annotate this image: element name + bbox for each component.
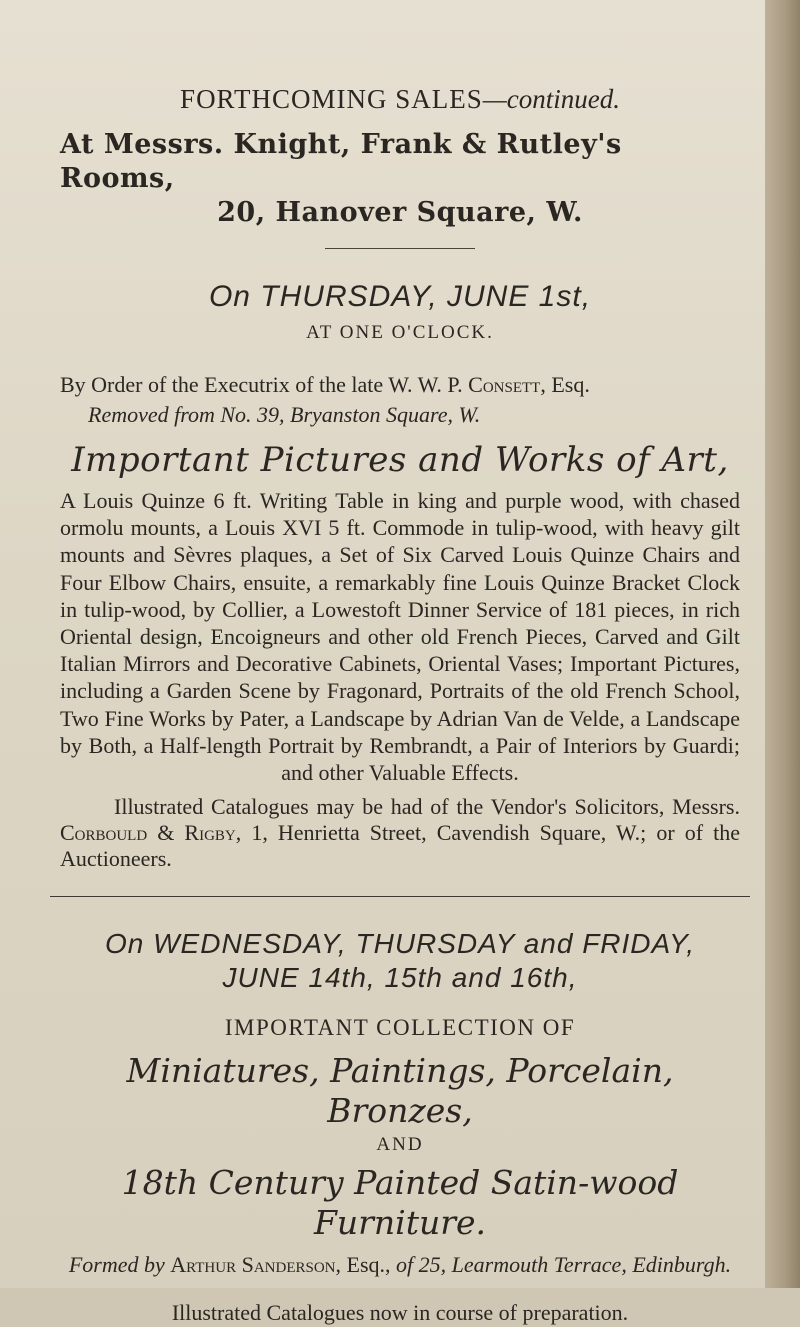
sale1-order-prefix: By Order of the Executrix of the late W. W. P.: [60, 372, 463, 397]
sale1-order-suffix: , Esq.: [540, 372, 590, 397]
book-spine-edge: [765, 0, 800, 1288]
long-divider: [50, 896, 750, 897]
sale2-preparation: Illustrated Catalogues now in course of preparation.: [171, 1300, 629, 1326]
sale2-and: AND: [376, 1134, 424, 1156]
running-head: [60, 82, 740, 116]
sale1-order-name: Consett: [468, 372, 541, 397]
sale2-date-line-2: JUNE 14th, 15th and 16th,: [222, 962, 578, 994]
sale1-time: AT ONE O'CLOCK.: [306, 322, 494, 343]
sale2-important: IMPORTANT COLLECTION OF: [224, 1015, 576, 1041]
sale2-date-line-1: On WEDNESDAY, THURSDAY and FRIDAY,: [104, 928, 696, 960]
venue-line-1: At Messrs. Knight, Frank & Rutley's Rooms,: [60, 129, 622, 194]
sale2-formed-prefix: Formed by: [68, 1252, 165, 1278]
sale1-headline: Important Pictures and Works of Art,: [71, 440, 729, 480]
sale1-removed: Removed from No. 39, Bryanston Square, W.: [88, 402, 481, 427]
sale2-formed-mid: , Esq.,: [335, 1252, 397, 1278]
sale1-catalogue-prefix: Illustrated Catalogues may be had of the Vendor's Solicitors, Messrs.: [114, 794, 740, 820]
page-content: [60, 82, 740, 1327]
sale2-formed-address: of 25, Learmouth Terrace, Edinburgh.: [396, 1252, 732, 1278]
sale2-formed-name: Arthur Sanderson: [170, 1252, 336, 1278]
short-divider: [325, 248, 475, 249]
sale2-date: [60, 927, 740, 995]
running-head-continued: —continued.: [482, 84, 620, 114]
venue-line-2: 20, Hanover Square, W.: [217, 197, 583, 228]
sale2-headline-1: Miniatures, Paintings, Porcelain, Bronzes,: [126, 1051, 674, 1131]
sale1-catalogue-suffix: , 1, Henrietta Street, Cavendish Square, W.; or of the Auctioneers.: [60, 820, 740, 872]
sale1-order: [60, 371, 740, 399]
sale1-catalogue-firm: Corbould & Rigby: [60, 820, 236, 846]
sale1-description: A Louis Quinze 6 ft. Writing Table in king and purple wood, with chased ormolu mounts, a Louis XVI 5 ft. Commode in tulip-wood, with heavy gilt mounts and Sèvres plaques, a Set of Six Carved Louis Quinze Chairs and Four Elbow Chairs, ensuite, a remarkably fine Louis Quinze Bracket Clock in tulip-wood, by Collier, a Lowestoft Dinner Service of 181 pieces, in rich Oriental design, Encoigneurs and other old French Pieces, Carved and Gilt Italian Mirrors and Decorative Cabinets, Oriental Vases; Important Pictures, including a Garden Scene by Fragonard, Portraits of the old French School, Two Fine Works by Pater, a Landscape by Adrian Van de Velde, a Landscape by Both, a Half-length Portrait by Rembrandt, a Pair of Interiors by Guardi; and other Valuable Effects.: [60, 488, 740, 786]
venue: [60, 128, 740, 230]
sale1-date: On THURSDAY, JUNE 1st,: [208, 280, 592, 313]
running-head-title: FORTHCOMING SALES: [180, 84, 483, 114]
sale1-catalogue-note: [60, 794, 740, 872]
sale2-formed: [60, 1251, 740, 1279]
sale2-headline-2: 18th Century Painted Satin-wood Furniture.: [121, 1163, 679, 1243]
